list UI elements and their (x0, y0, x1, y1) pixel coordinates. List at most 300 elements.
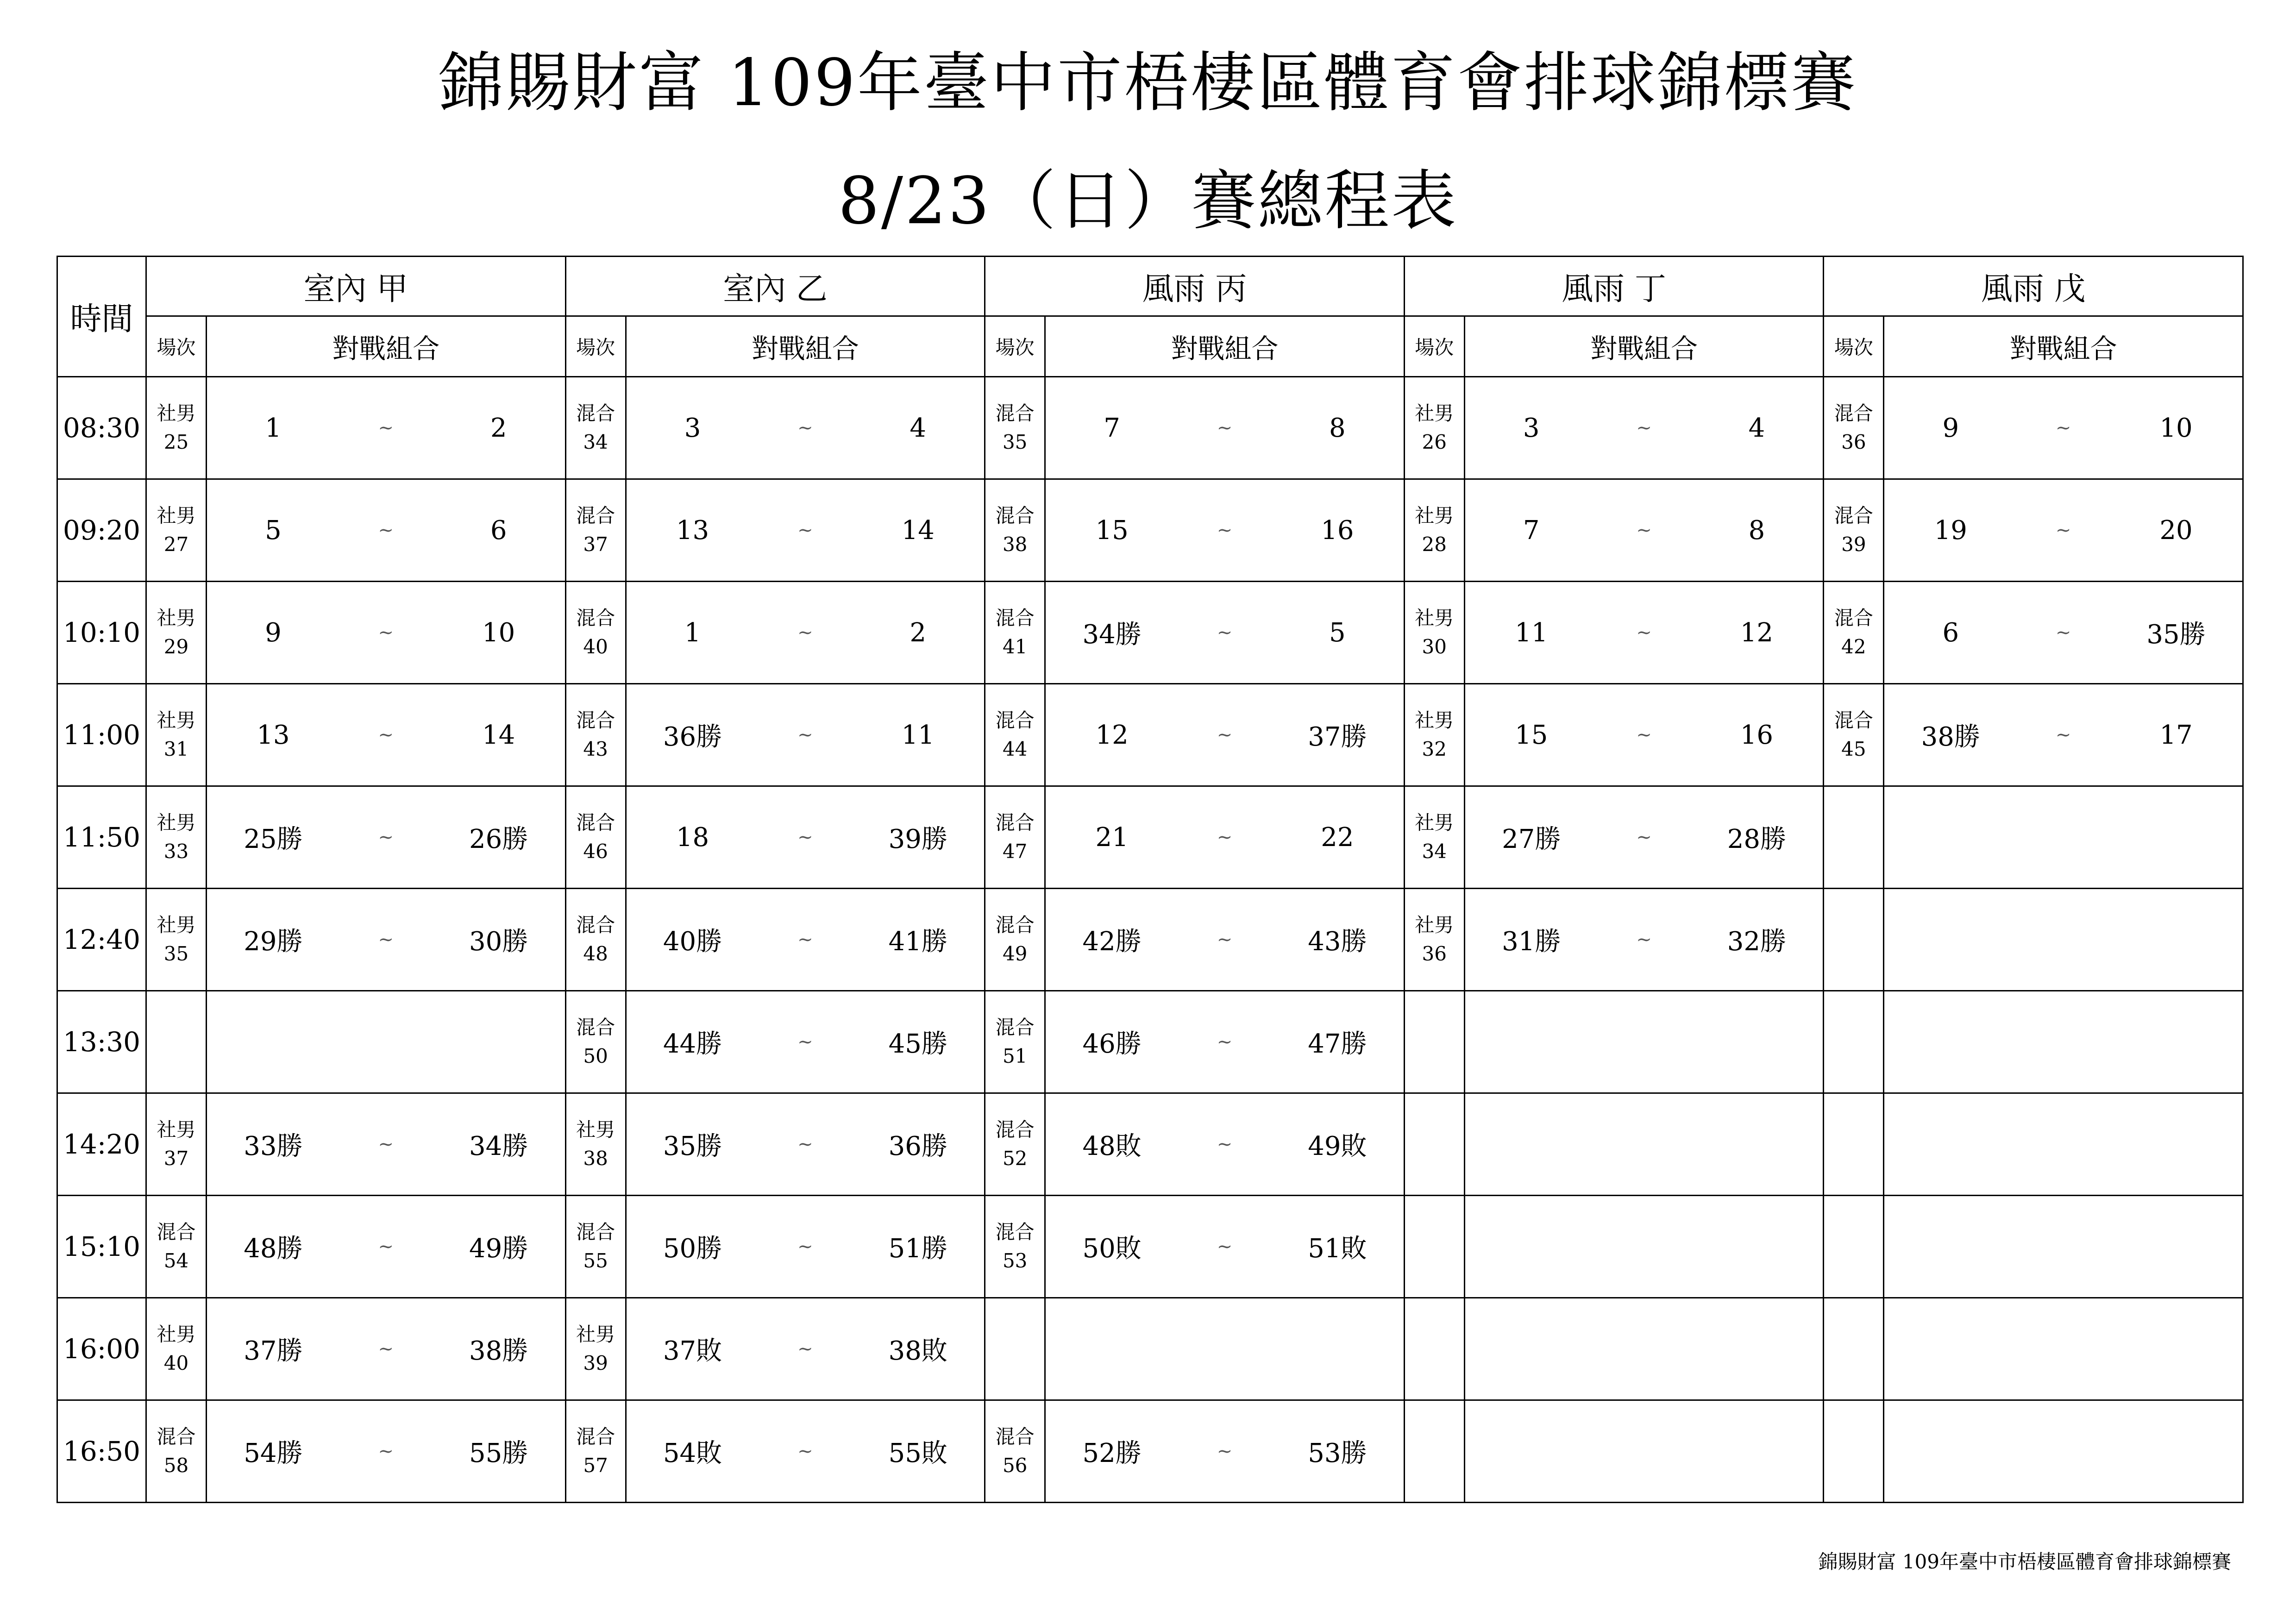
match-no-cell (985, 786, 1045, 889)
match-number: 46 (583, 840, 608, 863)
match-no-cell (985, 1196, 1045, 1298)
team-a: 1 (265, 413, 282, 443)
team-a: 19 (1934, 515, 1967, 546)
versus-separator: ~ (1217, 622, 1233, 643)
match-number: 35 (163, 942, 189, 965)
matchup-cell (1464, 786, 1824, 889)
court-header: 風雨 丁 (1404, 257, 1824, 316)
team-a: 12 (1095, 720, 1129, 750)
table-row (57, 1196, 2243, 1298)
team-a: 7 (1104, 413, 1120, 443)
versus-separator: ~ (1217, 929, 1233, 950)
match-no-cell (1824, 582, 1884, 684)
division-label: 社男 (157, 709, 196, 732)
division-label: 混合 (1834, 402, 1873, 425)
match-no-cell (146, 582, 207, 684)
matchup-cell (626, 991, 985, 1093)
match-number: 25 (163, 431, 189, 453)
match-number: 39 (1841, 533, 1866, 556)
division-label: 混合 (157, 1221, 196, 1243)
team-b: 49敗 (1308, 1131, 1367, 1161)
division-label: 社男 (157, 402, 196, 425)
team-b: 51勝 (888, 1234, 947, 1264)
match-number: 51 (1002, 1045, 1028, 1067)
matchup-cell (626, 889, 985, 991)
team-b: 2 (910, 617, 927, 648)
seq-header: 場次 (1404, 316, 1464, 377)
versus-separator: ~ (1636, 520, 1652, 541)
team-a: 9 (265, 617, 282, 648)
match-no-cell (985, 582, 1045, 684)
match-no-cell (1404, 1298, 1464, 1400)
team-a: 18 (676, 822, 709, 853)
versus-separator: ~ (1217, 1236, 1233, 1257)
division-label: 混合 (995, 1221, 1035, 1243)
matchup-cell (626, 1093, 985, 1196)
matchup-cell (626, 479, 985, 582)
team-a: 27勝 (1502, 824, 1561, 854)
match-no-cell (985, 889, 1045, 991)
match-no-cell (146, 479, 207, 582)
table-row (57, 684, 2243, 786)
match-number: 40 (583, 635, 608, 658)
match-number: 54 (163, 1249, 189, 1272)
match-number: 56 (1002, 1454, 1028, 1477)
match-no-cell (1404, 1196, 1464, 1298)
team-b: 11 (901, 720, 935, 750)
team-b: 17 (2159, 720, 2193, 750)
match-no-cell (985, 1400, 1045, 1503)
versus-separator: ~ (1217, 417, 1233, 439)
match-number: 36 (1841, 431, 1866, 453)
team-b: 39勝 (888, 824, 947, 854)
team-b: 2 (490, 413, 507, 443)
versus-separator: ~ (1636, 929, 1652, 950)
matchup-cell (1464, 1196, 1824, 1298)
division-label: 社男 (576, 1118, 615, 1141)
match-no-cell (565, 991, 626, 1093)
match-no-cell (565, 1093, 626, 1196)
team-a: 29勝 (244, 927, 303, 957)
versus-separator: ~ (378, 929, 394, 950)
matchup-cell (1045, 684, 1405, 786)
matchup-cell (1884, 1298, 2243, 1400)
matchup-cell (207, 991, 566, 1093)
division-label: 混合 (576, 1221, 615, 1243)
team-a: 42勝 (1082, 927, 1142, 957)
division-label: 社男 (157, 1323, 196, 1346)
match-number: 42 (1841, 635, 1866, 658)
matchup-cell (1884, 889, 2243, 991)
match-number: 31 (163, 738, 189, 760)
matchup-cell (1464, 582, 1824, 684)
matchup-cell (1045, 1196, 1405, 1298)
time-header: 時間 (57, 257, 146, 377)
match-number: 52 (1002, 1147, 1028, 1170)
versus-separator: ~ (797, 1134, 813, 1155)
division-label: 社男 (157, 607, 196, 629)
team-a: 44勝 (663, 1029, 722, 1059)
matchup-cell (1464, 479, 1824, 582)
match-number: 32 (1422, 738, 1447, 760)
match-no-cell (565, 1298, 626, 1400)
division-label: 混合 (995, 914, 1035, 936)
versus-separator: ~ (797, 1338, 813, 1360)
versus-separator: ~ (2055, 520, 2071, 541)
matchup-cell (1884, 377, 2243, 479)
matchup-cell (1884, 786, 2243, 889)
versus-separator: ~ (1217, 1134, 1233, 1155)
team-a: 25勝 (244, 824, 303, 854)
matchup-cell (207, 684, 566, 786)
match-no-cell (146, 1298, 207, 1400)
matchup-cell (626, 786, 985, 889)
division-label: 混合 (995, 607, 1035, 629)
matchup-cell (626, 1400, 985, 1503)
match-no-cell (1404, 889, 1464, 991)
division-label: 混合 (1834, 504, 1873, 527)
matchup-cell (1045, 1400, 1405, 1503)
team-a: 35勝 (663, 1131, 722, 1161)
schedule-table (56, 256, 2244, 1503)
match-no-cell (1824, 684, 1884, 786)
match-no-cell (565, 889, 626, 991)
match-number: 35 (1002, 431, 1028, 453)
versus-separator: ~ (378, 1441, 394, 1462)
table-row (57, 889, 2243, 991)
team-b: 26勝 (469, 824, 528, 854)
division-label: 混合 (576, 914, 615, 936)
table-row (57, 786, 2243, 889)
division-label: 社男 (1415, 811, 1454, 834)
matchup-cell (1884, 684, 2243, 786)
match-no-cell (565, 684, 626, 786)
division-label: 混合 (576, 811, 615, 834)
versus-separator: ~ (1636, 417, 1652, 439)
division-label: 混合 (995, 504, 1035, 527)
team-a: 21 (1095, 822, 1129, 853)
footer: 錦賜財富 109年臺中市梧棲區體育會排球錦標賽 (1818, 1550, 2231, 1573)
matchup-cell (1464, 1298, 1824, 1400)
time-cell: 16:50 (57, 1400, 146, 1503)
team-a: 31勝 (1502, 927, 1561, 957)
division-label: 混合 (576, 1016, 615, 1039)
court-header: 風雨 戊 (1824, 257, 2243, 316)
match-no-cell (985, 377, 1045, 479)
team-a: 46勝 (1082, 1029, 1142, 1059)
team-a: 5 (265, 515, 282, 546)
seq-header: 場次 (1824, 316, 1884, 377)
match-number: 29 (163, 635, 189, 658)
pair-header: 對戰組合 (1464, 316, 1824, 377)
match-number: 39 (583, 1352, 608, 1374)
matchup-cell (1884, 1196, 2243, 1298)
time-cell: 10:10 (57, 582, 146, 684)
versus-separator: ~ (797, 417, 813, 439)
team-b: 10 (482, 617, 515, 648)
pair-header: 對戰組合 (1045, 316, 1405, 377)
team-b: 10 (2159, 413, 2193, 443)
team-b: 6 (490, 515, 507, 546)
match-no-cell (565, 1400, 626, 1503)
versus-separator: ~ (1636, 724, 1652, 746)
matchup-cell (207, 479, 566, 582)
pair-header: 對戰組合 (626, 316, 985, 377)
match-no-cell (1824, 377, 1884, 479)
team-b: 16 (1740, 720, 1774, 750)
seq-header: 場次 (985, 316, 1045, 377)
match-no-cell (1404, 991, 1464, 1093)
division-label: 混合 (157, 1425, 196, 1448)
versus-separator: ~ (2055, 417, 2071, 439)
match-no-cell (1404, 377, 1464, 479)
match-number: 40 (163, 1352, 189, 1374)
pair-header: 對戰組合 (207, 316, 566, 377)
matchup-cell (207, 1400, 566, 1503)
division-label: 社男 (157, 1118, 196, 1141)
division-label: 混合 (995, 811, 1035, 834)
division-label: 社男 (157, 914, 196, 936)
versus-separator: ~ (1217, 827, 1233, 848)
team-a: 36勝 (663, 722, 722, 752)
matchup-cell (207, 1298, 566, 1400)
division-label: 混合 (576, 607, 615, 629)
versus-separator: ~ (378, 417, 394, 439)
versus-separator: ~ (797, 622, 813, 643)
team-b: 37勝 (1308, 722, 1367, 752)
matchup-cell (1045, 1298, 1405, 1400)
versus-separator: ~ (797, 827, 813, 848)
time-cell: 11:00 (57, 684, 146, 786)
division-label: 混合 (995, 1016, 1035, 1039)
team-b: 8 (1748, 515, 1765, 546)
team-a: 54勝 (244, 1438, 303, 1468)
matchup-cell (1884, 1093, 2243, 1196)
court-header: 風雨 丙 (985, 257, 1405, 316)
matchup-cell (207, 582, 566, 684)
team-a: 3 (684, 413, 701, 443)
matchup-cell (1464, 684, 1824, 786)
team-b: 16 (1321, 515, 1354, 546)
matchup-cell (207, 1196, 566, 1298)
matchup-cell (626, 684, 985, 786)
team-b: 36勝 (888, 1131, 947, 1161)
seq-header: 場次 (565, 316, 626, 377)
match-no-cell (985, 684, 1045, 786)
team-a: 48敗 (1082, 1131, 1142, 1161)
division-label: 混合 (995, 1425, 1035, 1448)
division-label: 混合 (576, 402, 615, 425)
match-no-cell (1824, 1400, 1884, 1503)
match-no-cell (1824, 1093, 1884, 1196)
division-label: 混合 (576, 1425, 615, 1448)
team-b: 14 (482, 720, 515, 750)
matchup-cell (1884, 479, 2243, 582)
versus-separator: ~ (797, 929, 813, 950)
match-number: 26 (1422, 431, 1447, 453)
match-no-cell (146, 1400, 207, 1503)
match-no-cell (565, 479, 626, 582)
team-b: 28勝 (1727, 824, 1787, 854)
team-b: 12 (1740, 617, 1774, 648)
team-a: 52勝 (1082, 1438, 1142, 1468)
match-number: 53 (1002, 1249, 1028, 1272)
matchup-cell (1045, 582, 1405, 684)
table-row (57, 377, 2243, 479)
team-b: 32勝 (1727, 927, 1787, 957)
matchup-cell (207, 377, 566, 479)
match-number: 38 (1002, 533, 1028, 556)
match-number: 30 (1422, 635, 1447, 658)
page-subtitle: 8/23（日）賽總程表 (838, 163, 1458, 239)
matchup-cell (1464, 1093, 1824, 1196)
team-a: 11 (1515, 617, 1548, 648)
matchup-cell (1045, 786, 1405, 889)
division-label: 社男 (157, 504, 196, 527)
matchup-cell (1884, 1400, 2243, 1503)
team-a: 37勝 (244, 1336, 303, 1366)
versus-separator: ~ (797, 520, 813, 541)
division-label: 混合 (995, 709, 1035, 732)
match-no-cell (1404, 1400, 1464, 1503)
match-number: 34 (583, 431, 608, 453)
time-cell: 16:00 (57, 1298, 146, 1400)
division-label: 社男 (576, 1323, 615, 1346)
match-number: 41 (1002, 635, 1028, 658)
matchup-cell (207, 1093, 566, 1196)
versus-separator: ~ (378, 1134, 394, 1155)
team-a: 50勝 (663, 1234, 722, 1264)
team-b: 49勝 (469, 1234, 528, 1264)
match-number: 43 (583, 738, 608, 760)
page-title: 錦賜財富 109年臺中市梧棲區體育會排球錦標賽 (439, 45, 1857, 121)
division-label: 混合 (995, 1118, 1035, 1141)
match-no-cell (565, 582, 626, 684)
versus-separator: ~ (378, 520, 394, 541)
match-no-cell (146, 786, 207, 889)
versus-separator: ~ (1217, 724, 1233, 746)
match-no-cell (565, 786, 626, 889)
team-b: 35勝 (2146, 620, 2206, 650)
versus-separator: ~ (1636, 622, 1652, 643)
team-a: 13 (676, 515, 709, 546)
division-label: 混合 (576, 709, 615, 732)
match-no-cell (565, 377, 626, 479)
team-b: 5 (1329, 617, 1346, 648)
matchup-cell (626, 1298, 985, 1400)
match-number: 50 (583, 1045, 608, 1067)
match-no-cell (1404, 684, 1464, 786)
matchup-cell (626, 377, 985, 479)
match-no-cell (1404, 479, 1464, 582)
match-number: 58 (163, 1454, 189, 1477)
table-row (57, 1400, 2243, 1503)
versus-separator: ~ (1217, 520, 1233, 541)
match-no-cell (1824, 786, 1884, 889)
time-cell: 12:40 (57, 889, 146, 991)
team-b: 20 (2159, 515, 2193, 546)
matchup-cell (1464, 377, 1824, 479)
versus-separator: ~ (797, 724, 813, 746)
matchup-cell (1884, 582, 2243, 684)
team-b: 14 (901, 515, 935, 546)
division-label: 社男 (1415, 402, 1454, 425)
time-cell: 08:30 (57, 377, 146, 479)
versus-separator: ~ (2055, 622, 2071, 643)
matchup-cell (207, 786, 566, 889)
division-label: 混合 (995, 402, 1035, 425)
team-b: 22 (1321, 822, 1354, 853)
match-number: 57 (583, 1454, 608, 1477)
time-cell: 14:20 (57, 1093, 146, 1196)
team-a: 54敗 (663, 1438, 722, 1468)
team-a: 37敗 (663, 1336, 722, 1366)
table-row (57, 582, 2243, 684)
versus-separator: ~ (797, 1441, 813, 1462)
matchup-cell (1464, 991, 1824, 1093)
division-label: 社男 (1415, 504, 1454, 527)
table-row (57, 1298, 2243, 1400)
team-b: 55敗 (888, 1438, 947, 1468)
matchup-cell (1045, 1093, 1405, 1196)
time-cell: 15:10 (57, 1196, 146, 1298)
team-b: 47勝 (1308, 1029, 1367, 1059)
team-a: 15 (1095, 515, 1129, 546)
time-cell: 09:20 (57, 479, 146, 582)
match-number: 33 (163, 840, 189, 863)
match-number: 37 (583, 533, 608, 556)
match-number: 48 (583, 942, 608, 965)
court-header: 室內 甲 (146, 257, 566, 316)
match-number: 47 (1002, 840, 1028, 863)
matchup-cell (1884, 991, 2243, 1093)
match-no-cell (1404, 786, 1464, 889)
team-a: 33勝 (244, 1131, 303, 1161)
match-no-cell (1404, 1093, 1464, 1196)
match-no-cell (1824, 991, 1884, 1093)
match-no-cell (985, 1093, 1045, 1196)
team-a: 40勝 (663, 927, 722, 957)
match-number: 44 (1002, 738, 1028, 760)
matchup-cell (1045, 991, 1405, 1093)
versus-separator: ~ (378, 724, 394, 746)
versus-separator: ~ (1636, 827, 1652, 848)
matchup-cell (1045, 889, 1405, 991)
team-a: 7 (1523, 515, 1540, 546)
team-a: 48勝 (244, 1234, 303, 1264)
seq-header: 場次 (146, 316, 207, 377)
match-no-cell (1824, 1298, 1884, 1400)
division-label: 社男 (1415, 709, 1454, 732)
team-a: 38勝 (1921, 722, 1980, 752)
matchup-cell (626, 582, 985, 684)
match-no-cell (1404, 582, 1464, 684)
team-a: 3 (1523, 413, 1540, 443)
division-label: 社男 (1415, 914, 1454, 936)
match-no-cell (146, 1093, 207, 1196)
match-number: 27 (163, 533, 189, 556)
versus-separator: ~ (797, 1031, 813, 1053)
team-b: 51敗 (1308, 1234, 1367, 1264)
versus-separator: ~ (1217, 1031, 1233, 1053)
time-cell: 13:30 (57, 991, 146, 1093)
versus-separator: ~ (378, 827, 394, 848)
versus-separator: ~ (378, 622, 394, 643)
match-no-cell (1824, 1196, 1884, 1298)
match-no-cell (146, 991, 207, 1093)
match-number: 36 (1422, 942, 1447, 965)
team-a: 9 (1942, 413, 1959, 443)
